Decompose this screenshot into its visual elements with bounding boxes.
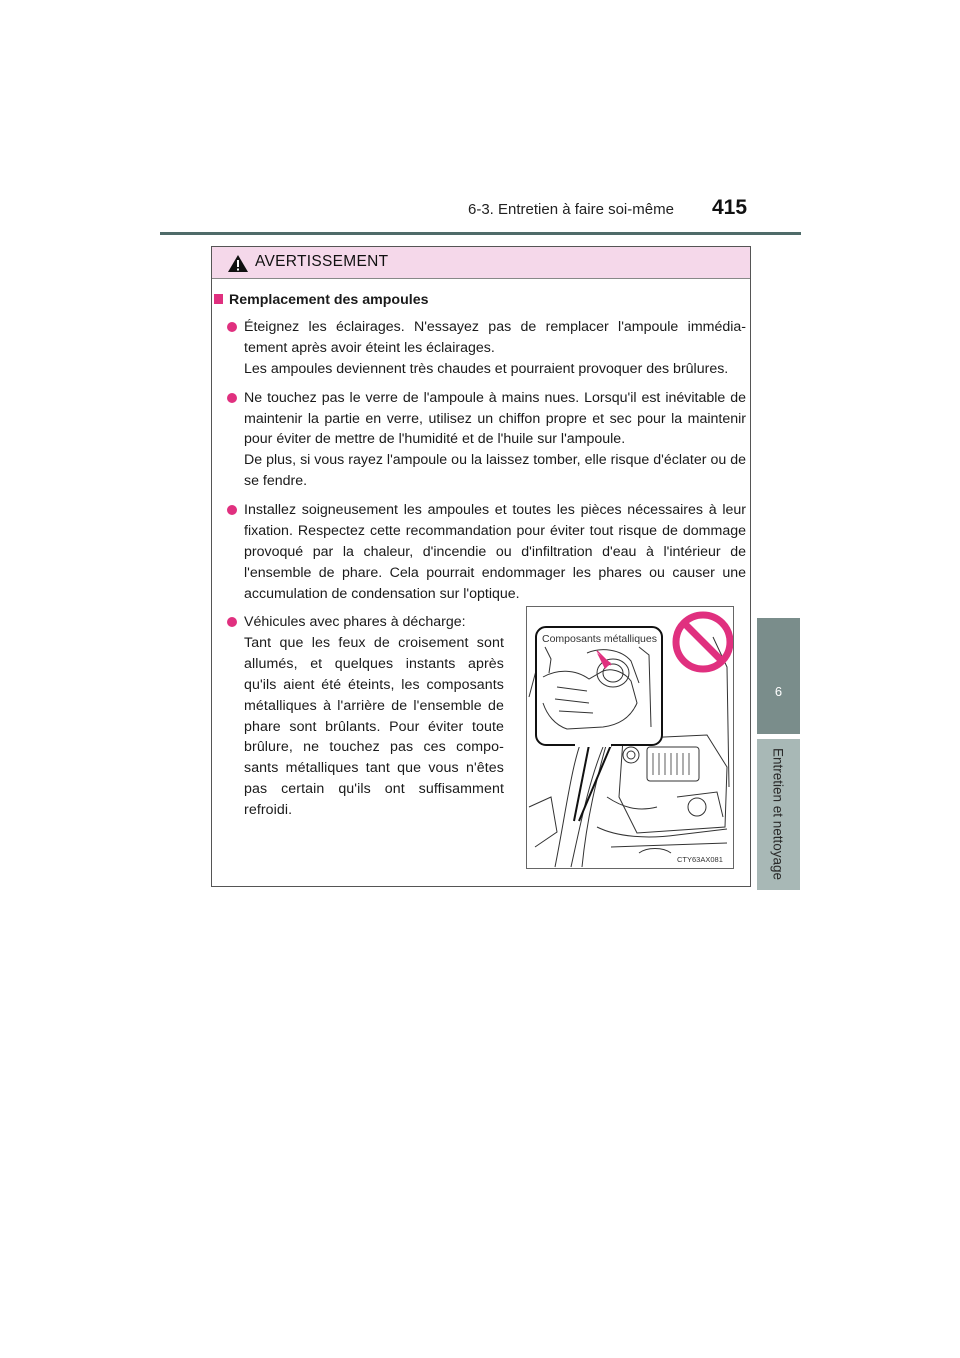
warning-header <box>212 247 750 279</box>
square-bullet-icon <box>214 294 223 304</box>
bullet-item <box>214 612 504 821</box>
engine-illustration <box>526 606 734 869</box>
section-title-text: Remplacement des ampoules <box>229 292 429 308</box>
bullet-dot-icon <box>227 322 237 332</box>
bullet-item <box>214 500 746 605</box>
chapter-tab-number <box>757 618 800 734</box>
bullet-item <box>214 317 746 380</box>
vehicle-bullet <box>214 612 504 821</box>
page-number: 415 <box>712 196 748 219</box>
figure-code: CTY63AX081 <box>677 855 723 864</box>
bullet-dot-icon <box>227 505 237 515</box>
prohibition-icon <box>676 615 730 669</box>
callout-label: Composants métalliques <box>542 633 657 645</box>
vehicle-detail: Tant que les feux de croisement sont allumés, et quelques instants après qu'ils aient été éteints, les composants métalliques à l'arrière de l'ensemble de phare sont brûlants. Pour éviter toute brûlure, ne touchez pas ces compo-sants métalliques tant que vous n'êtes pas certain qu'ils ont suffisamment refroidi. <box>244 634 504 819</box>
bullet-paragraph: Les ampoules deviennent très chaudes et pourraient provoquer des brûlures. <box>244 360 729 377</box>
bullet-paragraph: Éteignez les éclairages. N'essayez pas de remplacer l'ampoule immédia-tement après avoir éteint les éclairages. <box>244 318 746 356</box>
bullet-dot-icon <box>227 393 237 403</box>
warning-title: AVERTISSEMENT <box>255 253 389 270</box>
header-section-title: 6-3. Entretien à faire soi-même <box>468 201 674 218</box>
warning-triangle-icon <box>227 254 249 273</box>
warning-section <box>214 290 746 605</box>
bullet-paragraph: Installez soigneusement les ampoules et toutes les pièces nécessaires à leur fixation. Respectez cette recommandation pour éviter tout risque de dommage provoqué par la chaleur, d'incendie ou d'infiltration d'eau à l'intérieur de l'ensemble de phare. Cela pourrait endommager les phares ou causer une accumulation de condensation sur l'optique. <box>244 502 746 602</box>
bullet-dot-icon <box>227 617 237 627</box>
header-rule <box>160 232 801 235</box>
engine-drawing <box>527 607 733 868</box>
section-title <box>214 290 746 311</box>
warning-box <box>211 246 751 887</box>
bullet-paragraph: De plus, si vous rayez l'ampoule ou la laissez tomber, elle risque d'éclater ou de se fendre. <box>244 452 746 490</box>
bullet-item <box>214 388 746 493</box>
vehicle-heading: Véhicules avec phares à décharge: <box>244 614 466 630</box>
chapter-tab-title <box>757 739 800 890</box>
chapter-number: 6 <box>774 684 783 699</box>
bullet-paragraph: Ne touchez pas le verre de l'ampoule à mains nues. Lorsqu'il est inévitable de maintenir la partie en verre, utilisez un chiffon propre et sec pour la maintenir pour éviter de mettre de l'humidité et de l'huile sur l'ampoule. <box>244 389 746 448</box>
chapter-title: Entretien et nettoyage <box>770 747 786 881</box>
